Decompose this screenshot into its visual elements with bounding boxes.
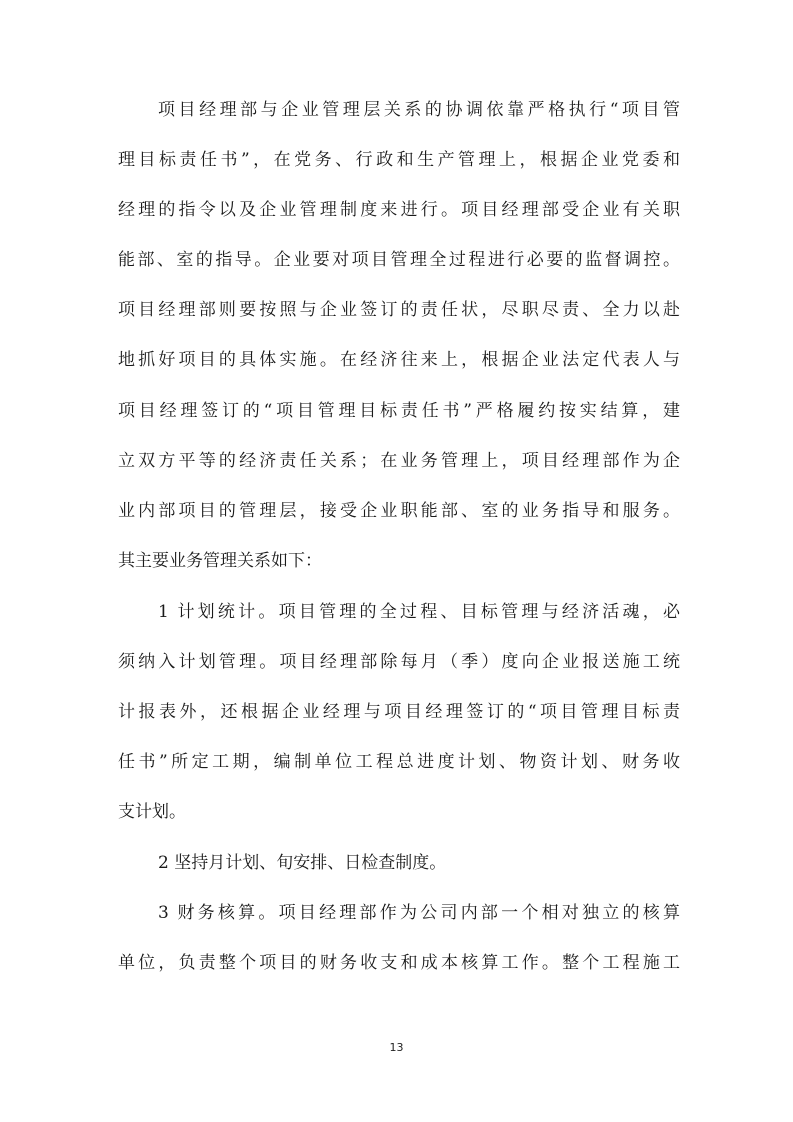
text-line: 业内部项目的管理层，接受企业职能部、室的业务指导和服务。 bbox=[118, 501, 680, 521]
text-line: 1 计划统计。项目管理的全过程、目标管理与经济活魂，必 bbox=[158, 602, 680, 622]
text-line: 支计划。 bbox=[118, 802, 186, 822]
text-line: 任书”所定工期，编制单位工程总进度计划、物资计划、财务收 bbox=[118, 752, 680, 772]
text-line: 项目经理签订的“项目管理目标责任书”严格履约按实结算，建 bbox=[118, 401, 680, 421]
text-line: 经理的指令以及企业管理制度来进行。项目经理部受企业有关职 bbox=[118, 200, 680, 220]
text-line: 2 坚持月计划、旬安排、日检查制度。 bbox=[158, 853, 447, 873]
text-line: 能部、室的指导。企业要对项目管理全过程进行必要的监督调控。 bbox=[118, 250, 680, 270]
text-line: 理目标责任书”，在党务、行政和生产管理上，根据企业党委和 bbox=[118, 150, 680, 170]
text-line: 其主要业务管理关系如下： bbox=[118, 551, 322, 571]
page-number: 13 bbox=[389, 1041, 404, 1054]
text-line: 立双方平等的经济责任关系；在业务管理上，项目经理部作为企 bbox=[118, 451, 680, 471]
text-line: 项目经理部与企业管理层关系的协调依靠严格执行“项目管 bbox=[158, 100, 680, 120]
text-line: 须纳入计划管理。项目经理部除每月（季）度向企业报送施工统 bbox=[118, 652, 680, 672]
text-line: 地抓好项目的具体实施。在经济往来上，根据企业法定代表人与 bbox=[118, 350, 680, 370]
text-line: 单位，负责整个项目的财务收支和成本核算工作。整个工程施工 bbox=[118, 953, 680, 973]
text-line: 3 财务核算。项目经理部作为公司内部一个相对独立的核算 bbox=[158, 903, 680, 923]
text-line: 项目经理部则要按照与企业签订的责任状，尽职尽责、全力以赴 bbox=[118, 300, 680, 320]
text-line: 计报表外，还根据企业经理与项目经理签订的“项目管理目标责 bbox=[118, 702, 680, 722]
